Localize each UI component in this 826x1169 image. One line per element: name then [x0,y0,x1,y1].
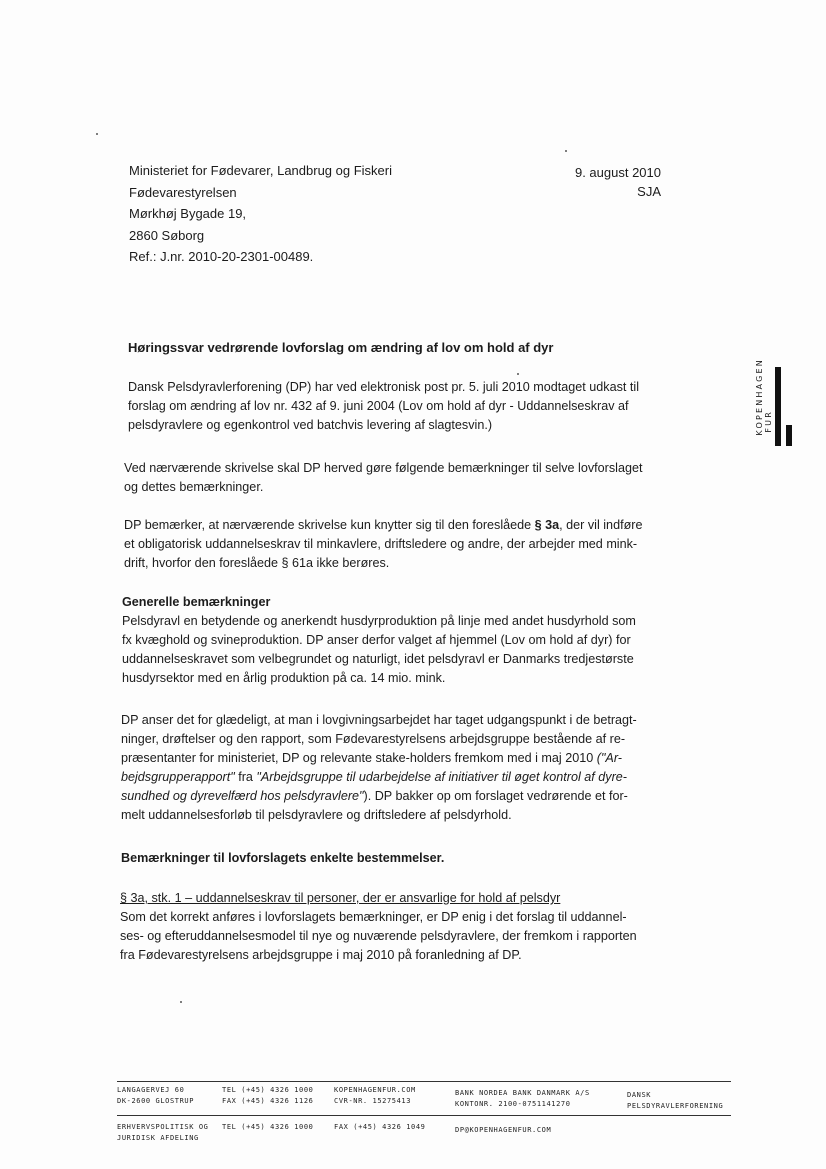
paragraph-report-line [121,768,669,787]
letter-initials: SJA [637,184,661,199]
scan-speck [180,1001,182,1003]
footer-email: DP@KOPENHAGENFUR.COM [455,1126,552,1134]
letter-body [117,0,665,1000]
paragraph-intro-line: Dansk Pelsdyravlerforening (DP) har ved elektronisk post pr. 5. juli 2010 modtaget udkast til [128,380,639,394]
footer-phone [222,1085,313,1107]
report-title-italic: ("Ar- [596,751,622,765]
recipient-city: 2860 Søborg [129,227,205,243]
scope-text: DP bemærker, at nærværende skrivelse kun knytter sig til den foreslåede [124,518,535,532]
scope-section-ref: § 3a [534,518,560,532]
footer-website: KOPENHAGENFUR.COM [334,1086,416,1094]
paragraph-general-line: Pelsdyravl en betydende og anerkendt husdyrproduktion på linje med andet husdyrhold som [122,614,636,628]
footer-dept-fax-number: FAX (+45) 4326 1049 [334,1123,426,1131]
footer-dept-phone [222,1122,313,1133]
footer-dept-fax [334,1122,425,1133]
logo-text-kopenhagen: KOPENHAGEN [755,358,764,436]
paragraph-intro-line: pelsdyravlere og egenkontrol ved batchvis levering af slagtesvin.) [128,418,493,432]
paragraph-scope-line: et obligatorisk uddannelseskrav til minkavlere, driftsledere og andre, der arbejder med mink- [124,537,638,551]
recipient-street: Mørkhøj Bygade 19, [129,206,247,221]
logo-text-fur: FUR [764,410,773,433]
paragraph-scope [124,516,672,573]
footer-org-line1: DANSK [627,1091,652,1099]
footer-street: LANGAGERVEJ 60 [117,1086,185,1094]
paragraph-scope-line [124,516,672,535]
paragraph-remarks-line: og dettes bemærkninger. [124,480,264,494]
footer-tel: TEL (+45) 4326 1000 [222,1086,314,1094]
paragraph-report-line: ninger, drøftelser og den rapport, som Fødevarestyrelsens arbejdsgruppe bestående af re- [121,732,626,746]
heading-specific-remarks: Bemærkninger til lovforslagets enkelte bestemmelser. [121,851,445,865]
report-text: ). DP bakker op om forslaget vedrørende et for- [363,789,628,803]
scan-speck [517,373,519,375]
paragraph-intro-line: forslag om ændring af lov nr. 432 af 9. juni 2004 (Lov om hold af dyr - Uddannelseskrav af [128,399,629,413]
footer-org-line2: PELSDYRAVLERFORENING [627,1102,724,1110]
paragraph-3a-line: ses- og efteruddannelsesmodel til nye og nuværende pelsdyravlere, der fremkom i rapporten [120,929,637,943]
paragraph-scope-line: drift, hvorfor den foreslåede § 61a ikke berøres. [124,556,390,570]
section-3a [120,889,668,965]
footer-dept-line1: ERHVERVSPOLITISK OG [117,1123,209,1131]
recipient-reference: Ref.: J.nr. 2010-20-2301-00489. [129,249,314,264]
footer-department [117,1122,208,1144]
paragraph-report [121,711,669,825]
paragraph-general-line: uddannelseskravet som velbegrundet og naturligt, idet pelsdyravl er Danmarks tredjestørste [122,652,634,666]
logo-wordmark [755,358,775,448]
footer-rule-middle [117,1115,731,1116]
paragraph-3a-line: fra Fødevarestyrelsens arbejdsgruppe i maj 2010 på foranledning af DP. [120,948,522,962]
report-title-italic: bejdsgrupperapport" [121,770,235,784]
footer-account: KONTONR. 2100-0751141270 [455,1100,571,1108]
paragraph-intro [128,378,676,435]
letter-subject: Høringssvar vedrørende lovforslag om ændring af lov om hold af dyr [128,340,554,355]
paragraph-3a-line: Som det korrekt anføres i lovforslagets bemærkninger, er DP enig i det forslag til uddannel- [120,910,627,924]
section-general [122,593,670,688]
paragraph-general-line: fx kvæghold og svineproduktion. DP anser derfor valget af hjemmel (Lov om hold af dyr) for [122,633,631,647]
footer-dept-tel: TEL (+45) 4326 1000 [222,1123,314,1131]
paragraph-remarks [124,459,672,497]
footer-city: DK-2600 GLOSTRUP [117,1097,195,1105]
footer-address [117,1085,194,1107]
paragraph-report-line: melt uddannelsesforløb til pelsdyravlere og driftsledere af pelsdyrhold. [121,808,512,822]
report-title-italic: "Arbejdsgruppe til udarbejdelse af initiativer til øget kontrol af dyre- [256,770,627,784]
report-text: fra [234,770,257,784]
scan-speck [96,133,98,135]
heading-general-remarks: Generelle bemærkninger [122,595,271,609]
footer-company [334,1085,416,1107]
letter-date: 9. august 2010 [574,165,661,180]
heading-specific-remarks-wrap [121,849,669,868]
footer-fax: FAX (+45) 4326 1126 [222,1097,314,1105]
report-title-italic: sundhed og dyrevelfærd hos pelsdyravlere" [121,789,364,803]
logo-bar-tall [775,367,781,446]
footer-rule-top [117,1081,731,1082]
footer-cvr: CVR-NR. 15275413 [334,1097,412,1105]
report-text: præsentanter for ministeriet, DP og relevante stake-holders fremkom med i maj 2010 [121,751,597,765]
paragraph-report-line [121,787,669,806]
footer-dept-email [455,1125,551,1136]
paragraph-report-line [121,749,669,768]
scope-text: , der vil indføre [559,518,643,532]
paragraph-general-line: husdyrsektor med en årlig produktion på ca. 14 mio. mink. [122,671,446,685]
heading-section-3a: § 3a, stk. 1 – uddannelseskrav til personer, der er ansvarlige for hold af pelsdyr [120,891,561,905]
paragraph-report-line: DP anser det for glædeligt, at man i lovgivningsarbejdet har taget udgangspunkt i de betragt- [121,713,637,727]
paragraph-remarks-line: Ved nærværende skrivelse skal DP herved gøre følgende bemærkninger til selve lovforslaget [124,461,643,475]
footer-bank-name: BANK NORDEA BANK DANMARK A/S [455,1089,590,1097]
footer-dept-line2: JURIDISK AFDELING [117,1134,199,1142]
recipient-ministry: Ministeriet for Fødevarer, Landbrug og Fiskeri [129,163,392,178]
scan-speck [565,150,567,152]
recipient-agency: Fødevarestyrelsen [129,184,237,200]
logo-bar-short [786,425,792,446]
footer-bank [455,1088,590,1110]
footer-org [627,1090,723,1112]
